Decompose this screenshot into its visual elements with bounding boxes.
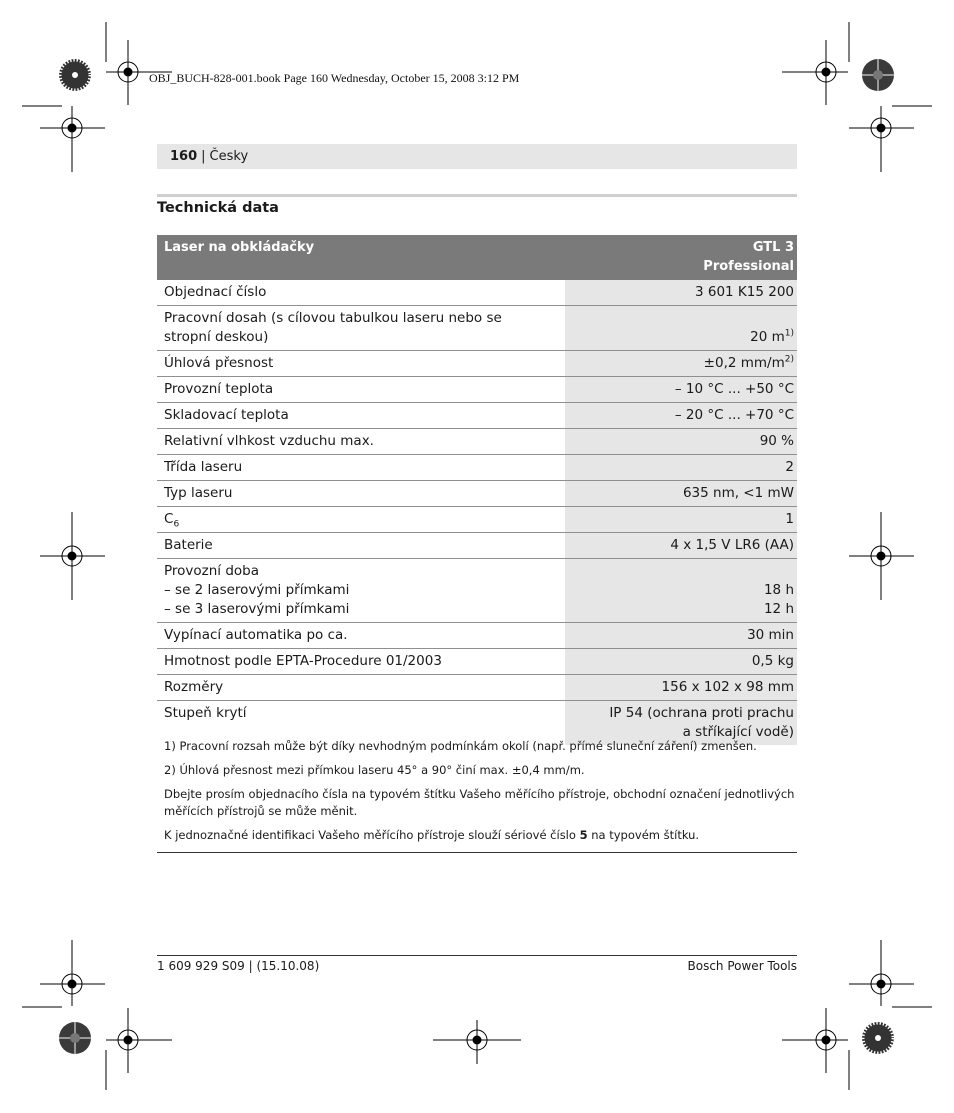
serial-number-note — [164, 827, 797, 844]
registration-mark-left-middle — [40, 512, 105, 600]
section-title: Technická data — [157, 200, 279, 216]
table-head-left: Laser na obkládačky — [157, 235, 565, 280]
table-row — [157, 675, 797, 701]
row-label-line: – se 2 laserovými přímkami — [164, 582, 350, 598]
footnote-2: 2) Úhlová přesnost mezi přímkou laseru 45° a 90° činí max. ±0,4 mm/m. — [164, 763, 585, 777]
registration-mark-bottom-right — [782, 1008, 848, 1073]
footer-doc-number: 1 609 929 S09 | (15.10.08) — [157, 959, 320, 973]
footer-brand: Bosch Power Tools — [687, 959, 797, 973]
footnote-1: 1) Pracovní rozsah může být díky nevhodným podmínkám okolí (např. přímé sluneční záření) zmenšen. — [164, 739, 757, 753]
registration-mark-right-upper — [849, 106, 914, 172]
table-row — [157, 351, 797, 377]
print-slug: OBJ_BUCH-828-001.book Page 160 Wednesday, October 15, 2008 3:12 PM — [149, 71, 520, 85]
row-value: 635 nm, <1 mW — [565, 481, 797, 507]
registration-mark-bottom-left — [106, 1008, 172, 1073]
table-row — [157, 455, 797, 481]
page-footer — [157, 955, 797, 973]
row-label: Skladovací teplota — [157, 403, 565, 429]
table-row — [157, 306, 797, 351]
value-line: 12 h — [763, 601, 794, 617]
row-label-line: – se 3 laserovými přímkami — [164, 601, 350, 617]
table-row — [157, 623, 797, 649]
page-header — [157, 144, 797, 169]
table-row — [157, 280, 797, 306]
header-language: Česky — [209, 149, 249, 164]
row-label: Třída laseru — [157, 455, 565, 481]
table-row — [157, 429, 797, 455]
table-row — [157, 649, 797, 675]
note-text: K jednoznačné identifikaci Vašeho měřícího přístroje slouží sériové číslo — [164, 828, 580, 842]
row-label: Provozní teplota — [157, 377, 565, 403]
row-value — [565, 559, 797, 623]
value-line: 18 h — [763, 582, 794, 598]
row-value: – 10 °C ... +50 °C — [565, 377, 797, 403]
header-separator: | — [201, 149, 206, 164]
footnote-ref: 2) — [784, 354, 794, 365]
row-label: Typ laseru — [157, 481, 565, 507]
star-target-bottom-right — [862, 1022, 894, 1054]
row-label — [157, 559, 565, 623]
row-value: 2 — [565, 455, 797, 481]
star-target-top-left — [59, 59, 91, 91]
registration-mark-right-middle — [849, 512, 914, 600]
registration-mark-top-right — [782, 40, 848, 105]
row-label: Relativní vlhkost vzduchu max. — [157, 429, 565, 455]
table-row — [157, 481, 797, 507]
star-target-top-right — [862, 59, 894, 91]
label-subscript: 6 — [173, 519, 180, 530]
row-label: Hmotnost podle EPTA-Procedure 01/2003 — [157, 649, 565, 675]
table-row — [157, 403, 797, 429]
row-value: 0,5 kg — [565, 649, 797, 675]
row-value — [565, 351, 797, 377]
row-value: – 20 °C ... +70 °C — [565, 403, 797, 429]
registration-mark-bottom-center — [433, 1020, 521, 1064]
page-number: 160 — [170, 149, 198, 164]
footnote-ref: 1) — [784, 328, 794, 339]
table-row — [157, 559, 797, 623]
section-rule — [157, 194, 797, 197]
note-line: měřících přístrojů se může měnit. — [164, 804, 358, 818]
row-label: Objednací číslo — [157, 280, 565, 306]
row-label-line: stropní deskou) — [164, 329, 269, 345]
tech-data-table — [157, 235, 797, 745]
row-label: Vypínací automatika po ca. — [157, 623, 565, 649]
footnotes — [157, 738, 797, 853]
model-line: Professional — [703, 259, 794, 274]
row-label-line: Provozní doba — [164, 563, 260, 579]
note-line: Dbejte prosím objednacího čísla na typovém štítku Vašeho měřícího přístroje, obchodní označení jednotlivých — [164, 787, 795, 801]
notes-rule — [157, 852, 797, 853]
registration-mark-left-upper — [40, 106, 105, 172]
table-head-right — [565, 235, 797, 280]
value-line: IP 54 (ochrana proti prachu — [609, 705, 794, 721]
label-text: C — [164, 511, 174, 527]
value-text: 20 m — [750, 329, 785, 345]
star-target-bottom-left — [59, 1022, 91, 1054]
row-value: 1 — [565, 507, 797, 533]
row-label: Stupeň krytí — [164, 705, 247, 721]
row-value: 90 % — [565, 429, 797, 455]
row-label: Rozměry — [157, 675, 565, 701]
value-line: a stříkající vodě) — [682, 724, 794, 740]
model-name: GTL 3 — [752, 240, 794, 255]
note-text: na typovém štítku. — [587, 828, 700, 842]
registration-mark-left-lower — [40, 940, 105, 1006]
table-row — [157, 507, 797, 533]
row-value — [565, 306, 797, 351]
table-row — [157, 377, 797, 403]
registration-mark-right-lower — [849, 940, 914, 1006]
row-value: 30 min — [565, 623, 797, 649]
row-label: Baterie — [157, 533, 565, 559]
row-label-line: Pracovní dosah (s cílovou tabulkou laseru nebo se — [164, 310, 502, 326]
table-header-row — [157, 235, 797, 280]
table-row — [157, 533, 797, 559]
serial-ref: 5 — [579, 828, 588, 842]
row-label — [157, 306, 565, 351]
order-number-note — [164, 786, 797, 820]
row-label — [157, 507, 565, 533]
value-text: ±0,2 mm/m — [703, 355, 785, 371]
row-value: 4 x 1,5 V LR6 (AA) — [565, 533, 797, 559]
row-value: 3 601 K15 200 — [565, 280, 797, 306]
row-value: 156 x 102 x 98 mm — [565, 675, 797, 701]
row-label: Úhlová přesnost — [157, 351, 565, 377]
